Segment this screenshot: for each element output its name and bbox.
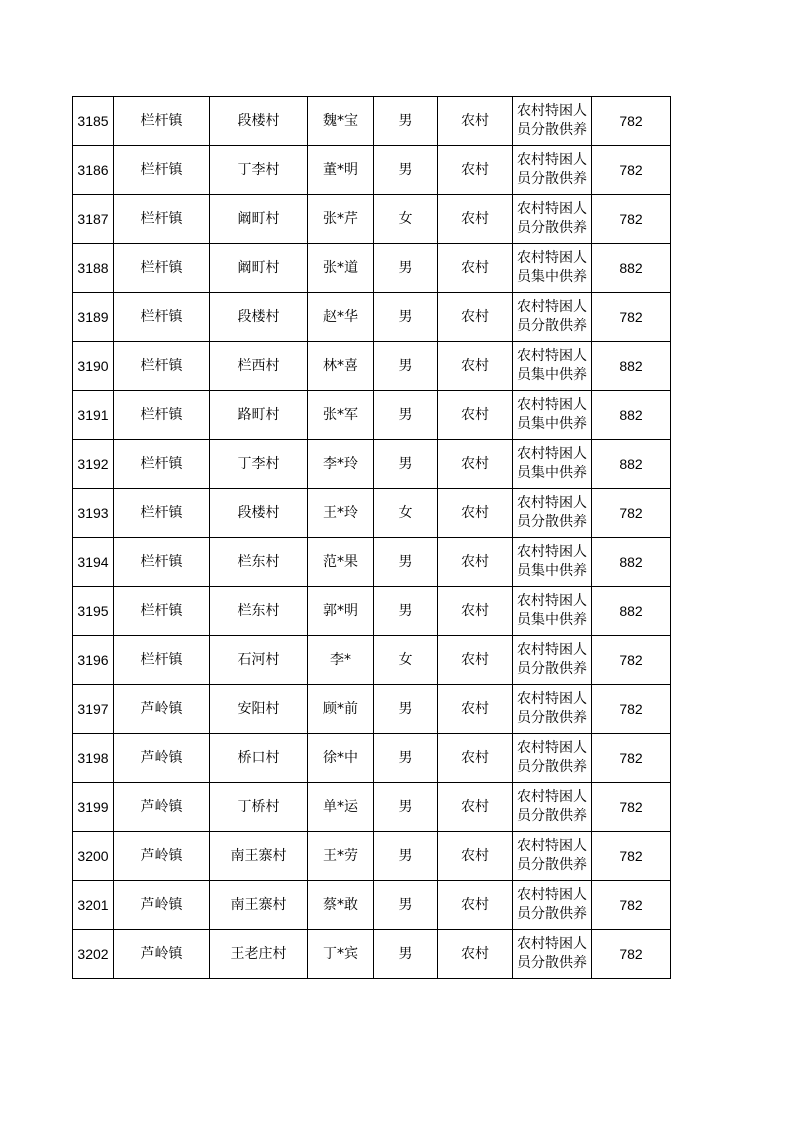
cell-town: 栏杆镇 bbox=[114, 489, 210, 538]
cell-amount: 782 bbox=[592, 195, 671, 244]
cell-gender: 男 bbox=[374, 881, 438, 930]
cell-amount: 782 bbox=[592, 146, 671, 195]
cell-amount: 782 bbox=[592, 881, 671, 930]
cell-town: 栏杆镇 bbox=[114, 587, 210, 636]
cell-amount: 882 bbox=[592, 244, 671, 293]
cell-amount: 782 bbox=[592, 489, 671, 538]
cell-gender: 男 bbox=[374, 97, 438, 146]
cell-area-type: 农村 bbox=[438, 244, 513, 293]
cell-support-category: 农村特困人员集中供养 bbox=[513, 342, 592, 391]
table-row bbox=[73, 97, 671, 146]
cell-amount: 782 bbox=[592, 930, 671, 979]
cell-serial-number: 3199 bbox=[73, 783, 114, 832]
cell-support-category: 农村特困人员分散供养 bbox=[513, 685, 592, 734]
cell-amount: 782 bbox=[592, 783, 671, 832]
cell-support-category: 农村特困人员分散供养 bbox=[513, 636, 592, 685]
table-row bbox=[73, 587, 671, 636]
cell-area-type: 农村 bbox=[438, 489, 513, 538]
cell-village: 栏东村 bbox=[210, 587, 308, 636]
cell-serial-number: 3191 bbox=[73, 391, 114, 440]
cell-support-category: 农村特困人员集中供养 bbox=[513, 587, 592, 636]
cell-support-category: 农村特困人员集中供养 bbox=[513, 538, 592, 587]
table-row bbox=[73, 783, 671, 832]
cell-serial-number: 3192 bbox=[73, 440, 114, 489]
cell-village: 阚町村 bbox=[210, 244, 308, 293]
table-row bbox=[73, 391, 671, 440]
cell-amount: 882 bbox=[592, 440, 671, 489]
cell-serial-number: 3189 bbox=[73, 293, 114, 342]
cell-area-type: 农村 bbox=[438, 97, 513, 146]
cell-area-type: 农村 bbox=[438, 146, 513, 195]
cell-village: 路町村 bbox=[210, 391, 308, 440]
table-row bbox=[73, 832, 671, 881]
cell-amount: 882 bbox=[592, 391, 671, 440]
cell-support-category: 农村特困人员分散供养 bbox=[513, 489, 592, 538]
cell-serial-number: 3201 bbox=[73, 881, 114, 930]
cell-support-category: 农村特困人员分散供养 bbox=[513, 832, 592, 881]
cell-gender: 男 bbox=[374, 391, 438, 440]
cell-village: 栏东村 bbox=[210, 538, 308, 587]
table-row bbox=[73, 244, 671, 293]
cell-area-type: 农村 bbox=[438, 195, 513, 244]
cell-amount: 782 bbox=[592, 97, 671, 146]
cell-area-type: 农村 bbox=[438, 734, 513, 783]
table-row bbox=[73, 342, 671, 391]
cell-gender: 男 bbox=[374, 783, 438, 832]
cell-gender: 女 bbox=[374, 195, 438, 244]
cell-person-name: 徐*中 bbox=[308, 734, 374, 783]
cell-amount: 782 bbox=[592, 832, 671, 881]
cell-support-category: 农村特困人员分散供养 bbox=[513, 930, 592, 979]
cell-village: 段楼村 bbox=[210, 97, 308, 146]
cell-support-category: 农村特困人员集中供养 bbox=[513, 440, 592, 489]
cell-area-type: 农村 bbox=[438, 832, 513, 881]
cell-village: 石河村 bbox=[210, 636, 308, 685]
table-row bbox=[73, 293, 671, 342]
table-row bbox=[73, 930, 671, 979]
cell-amount: 782 bbox=[592, 685, 671, 734]
cell-town: 栏杆镇 bbox=[114, 538, 210, 587]
cell-person-name: 蔡*敢 bbox=[308, 881, 374, 930]
cell-person-name: 魏*宝 bbox=[308, 97, 374, 146]
table-row bbox=[73, 685, 671, 734]
table-row bbox=[73, 538, 671, 587]
cell-serial-number: 3195 bbox=[73, 587, 114, 636]
cell-village: 段楼村 bbox=[210, 293, 308, 342]
cell-gender: 女 bbox=[374, 636, 438, 685]
cell-village: 桥口村 bbox=[210, 734, 308, 783]
cell-area-type: 农村 bbox=[438, 293, 513, 342]
cell-town: 栏杆镇 bbox=[114, 440, 210, 489]
cell-town: 芦岭镇 bbox=[114, 734, 210, 783]
cell-gender: 男 bbox=[374, 832, 438, 881]
cell-town: 芦岭镇 bbox=[114, 881, 210, 930]
cell-area-type: 农村 bbox=[438, 391, 513, 440]
cell-amount: 782 bbox=[592, 636, 671, 685]
cell-person-name: 顾*前 bbox=[308, 685, 374, 734]
cell-person-name: 王*玲 bbox=[308, 489, 374, 538]
cell-village: 阚町村 bbox=[210, 195, 308, 244]
cell-village: 丁李村 bbox=[210, 146, 308, 195]
cell-person-name: 郭*明 bbox=[308, 587, 374, 636]
cell-area-type: 农村 bbox=[438, 342, 513, 391]
cell-serial-number: 3200 bbox=[73, 832, 114, 881]
table-row bbox=[73, 489, 671, 538]
cell-support-category: 农村特困人员分散供养 bbox=[513, 734, 592, 783]
cell-serial-number: 3193 bbox=[73, 489, 114, 538]
cell-town: 栏杆镇 bbox=[114, 391, 210, 440]
cell-area-type: 农村 bbox=[438, 685, 513, 734]
cell-area-type: 农村 bbox=[438, 783, 513, 832]
cell-serial-number: 3197 bbox=[73, 685, 114, 734]
table-row bbox=[73, 734, 671, 783]
cell-village: 南王寨村 bbox=[210, 881, 308, 930]
cell-support-category: 农村特困人员分散供养 bbox=[513, 146, 592, 195]
cell-village: 安阳村 bbox=[210, 685, 308, 734]
cell-village: 丁桥村 bbox=[210, 783, 308, 832]
cell-gender: 男 bbox=[374, 587, 438, 636]
cell-serial-number: 3194 bbox=[73, 538, 114, 587]
table-row bbox=[73, 146, 671, 195]
cell-person-name: 赵*华 bbox=[308, 293, 374, 342]
table-row bbox=[73, 881, 671, 930]
cell-person-name: 李*玲 bbox=[308, 440, 374, 489]
cell-support-category: 农村特困人员分散供养 bbox=[513, 195, 592, 244]
table-row bbox=[73, 195, 671, 244]
cell-area-type: 农村 bbox=[438, 930, 513, 979]
cell-support-category: 农村特困人员分散供养 bbox=[513, 293, 592, 342]
cell-support-category: 农村特困人员分散供养 bbox=[513, 783, 592, 832]
cell-amount: 882 bbox=[592, 342, 671, 391]
cell-gender: 男 bbox=[374, 440, 438, 489]
table-body bbox=[73, 97, 671, 979]
cell-town: 芦岭镇 bbox=[114, 832, 210, 881]
cell-serial-number: 3188 bbox=[73, 244, 114, 293]
cell-person-name: 张*芹 bbox=[308, 195, 374, 244]
cell-support-category: 农村特困人员集中供养 bbox=[513, 391, 592, 440]
cell-town: 栏杆镇 bbox=[114, 195, 210, 244]
cell-town: 芦岭镇 bbox=[114, 783, 210, 832]
cell-serial-number: 3186 bbox=[73, 146, 114, 195]
cell-gender: 女 bbox=[374, 489, 438, 538]
cell-person-name: 张*道 bbox=[308, 244, 374, 293]
cell-gender: 男 bbox=[374, 734, 438, 783]
cell-area-type: 农村 bbox=[438, 881, 513, 930]
cell-amount: 782 bbox=[592, 734, 671, 783]
cell-town: 栏杆镇 bbox=[114, 636, 210, 685]
cell-amount: 882 bbox=[592, 587, 671, 636]
cell-area-type: 农村 bbox=[438, 636, 513, 685]
cell-town: 栏杆镇 bbox=[114, 342, 210, 391]
cell-area-type: 农村 bbox=[438, 440, 513, 489]
cell-person-name: 单*运 bbox=[308, 783, 374, 832]
cell-person-name: 王*劳 bbox=[308, 832, 374, 881]
cell-gender: 男 bbox=[374, 293, 438, 342]
cell-town: 芦岭镇 bbox=[114, 930, 210, 979]
cell-village: 南王寨村 bbox=[210, 832, 308, 881]
cell-town: 栏杆镇 bbox=[114, 293, 210, 342]
cell-town: 栏杆镇 bbox=[114, 146, 210, 195]
cell-gender: 男 bbox=[374, 146, 438, 195]
cell-gender: 男 bbox=[374, 538, 438, 587]
cell-person-name: 李* bbox=[308, 636, 374, 685]
cell-town: 栏杆镇 bbox=[114, 97, 210, 146]
cell-serial-number: 3202 bbox=[73, 930, 114, 979]
cell-person-name: 董*明 bbox=[308, 146, 374, 195]
cell-person-name: 丁*宾 bbox=[308, 930, 374, 979]
cell-amount: 882 bbox=[592, 538, 671, 587]
cell-support-category: 农村特困人员集中供养 bbox=[513, 244, 592, 293]
cell-support-category: 农村特困人员分散供养 bbox=[513, 881, 592, 930]
cell-village: 栏西村 bbox=[210, 342, 308, 391]
cell-person-name: 张*军 bbox=[308, 391, 374, 440]
cell-village: 王老庄村 bbox=[210, 930, 308, 979]
cell-serial-number: 3198 bbox=[73, 734, 114, 783]
cell-town: 芦岭镇 bbox=[114, 685, 210, 734]
cell-village: 段楼村 bbox=[210, 489, 308, 538]
relief-roster-table bbox=[72, 96, 671, 979]
cell-town: 栏杆镇 bbox=[114, 244, 210, 293]
cell-village: 丁李村 bbox=[210, 440, 308, 489]
cell-person-name: 范*果 bbox=[308, 538, 374, 587]
cell-gender: 男 bbox=[374, 930, 438, 979]
cell-serial-number: 3187 bbox=[73, 195, 114, 244]
cell-person-name: 林*喜 bbox=[308, 342, 374, 391]
cell-gender: 男 bbox=[374, 342, 438, 391]
cell-serial-number: 3190 bbox=[73, 342, 114, 391]
cell-amount: 782 bbox=[592, 293, 671, 342]
cell-support-category: 农村特困人员分散供养 bbox=[513, 97, 592, 146]
cell-area-type: 农村 bbox=[438, 587, 513, 636]
cell-area-type: 农村 bbox=[438, 538, 513, 587]
table-row bbox=[73, 440, 671, 489]
cell-serial-number: 3185 bbox=[73, 97, 114, 146]
cell-gender: 男 bbox=[374, 244, 438, 293]
cell-gender: 男 bbox=[374, 685, 438, 734]
table-row bbox=[73, 636, 671, 685]
cell-serial-number: 3196 bbox=[73, 636, 114, 685]
